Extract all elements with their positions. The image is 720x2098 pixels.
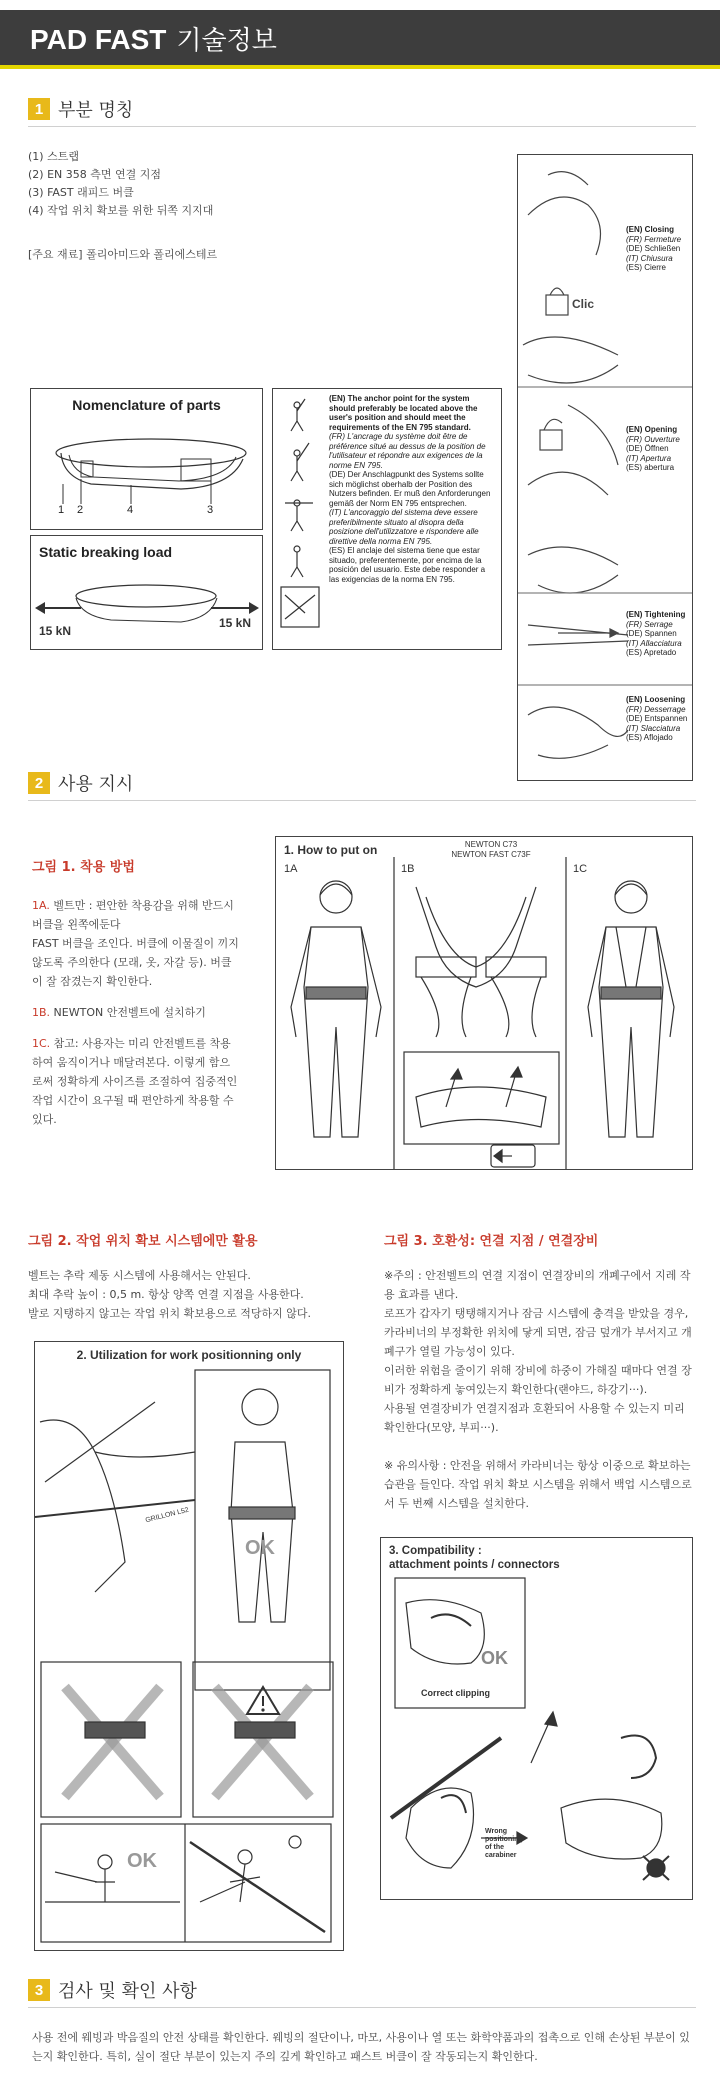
tightening-de: (DE) Spannen xyxy=(626,629,677,638)
fig1-1b xyxy=(32,1003,240,1022)
section1-divider xyxy=(28,126,696,127)
load-left-label: 15 kN xyxy=(39,624,72,638)
part-item: (3) FAST 래피드 버클 xyxy=(28,186,134,199)
tightening-fr: (FR) Serrage xyxy=(626,619,673,629)
material-text: [주요 재료] 폴리아미드와 폴리에스테르 xyxy=(28,248,218,261)
compatibility-title-line2: attachment points / connectors xyxy=(389,1559,560,1571)
fig1-1a-text: 벨트만 : 편안한 착용감을 위해 반드시 버클을 왼쪽에둔다 xyxy=(32,899,234,931)
wrong-positioning-label: Wrong positioning of the carabiner xyxy=(485,1828,523,1859)
ok-label-compat: OK xyxy=(481,1648,508,1668)
loosening-it: (IT) Slacciatura xyxy=(626,723,681,733)
howto-1a-label: 1A xyxy=(284,863,298,875)
opening-en: (EN) Opening xyxy=(626,425,678,434)
tightening-it: (IT) Allacciatura xyxy=(626,638,682,648)
howto-title: 1. How to put on xyxy=(284,843,378,857)
anchor-text-de: (DE) Der Anschlagpunkt des Systems sollte sich möglichst oberhalb der Position des Nutzers befinden. Er muß den Anforderungen gemäß der Norm EN 795 entsprechen. xyxy=(329,470,491,508)
header-accent-line xyxy=(0,65,720,69)
fig3-caution: ※주의 : 안전벨트의 연결 지점이 연결장비의 개폐구에서 지레 작용 효과를 낸다. xyxy=(384,1269,691,1301)
part-item: (2) EN 358 측면 연결 지점 xyxy=(28,168,161,181)
section1-heading xyxy=(28,96,133,122)
fig1-1b-label: 1B. xyxy=(32,1006,51,1019)
fig3-note: ※ 유의사항 : 안전을 위해서 카라비너는 항상 이중으로 확보하는 습관을 들인다. 작업 위치 확보 시스템을 위해서 백업 시스템으로서 두 번째 시스템을 설치한다. xyxy=(384,1459,692,1510)
parts-list xyxy=(28,148,213,220)
section2-title: 사용 지시 xyxy=(58,774,134,795)
section2-divider xyxy=(28,800,696,801)
fig2-title: 그림 2. 작업 위치 확보 시스템에만 활용 xyxy=(28,1234,258,1249)
opening-it: (IT) Apertura xyxy=(626,453,672,463)
page-title xyxy=(30,20,277,57)
section2-number: 2 xyxy=(28,772,50,794)
inspection-text: 사용 전에 웨빙과 박음질의 안전 상태를 확인한다. 웨빙의 절단이나, 마모, 사용이나 열 또는 화학약품과의 접촉으로 인해 손상된 부분이 있는지 확인한다. 특히, 실이 절단 부분이 있는지 주의 깊게 확인하고 패스트 버클이 잘 작동되는지 확인한다. xyxy=(32,2031,690,2063)
page-subtitle: 기술정보 xyxy=(176,25,277,55)
closing-de: (DE) Schließen xyxy=(626,244,681,253)
part-item: (1) 스트랩 xyxy=(28,150,79,163)
loosening-fr: (FR) Desserrage xyxy=(626,704,686,714)
anchor-text-en: (EN) The anchor point for the system should preferably be located above the user's position and should meet the requirements of the EN 795 standard. xyxy=(329,394,478,432)
compatibility-box xyxy=(380,1537,693,1900)
fig1-1c-text: 참고: 사용자는 미리 안전벨트를 착용하여 움직이거나 매달려본다. 이렇게 함으로써 정확하게 사이즈를 조절하여 집중적인 작업 시간이 요구될 때 편안하게 착용할 수 있다. xyxy=(32,1037,238,1126)
fig1-title: 그림 1. 착용 방법 xyxy=(32,860,135,875)
closing-en: (EN) Closing xyxy=(626,225,674,234)
fig2-notes xyxy=(28,1266,358,1323)
utilization-box xyxy=(34,1341,344,1951)
buckle-operation-box xyxy=(517,154,693,781)
nomenclature-box xyxy=(30,388,263,530)
part-label-4: 4 xyxy=(127,504,134,516)
loosening-en: (EN) Loosening xyxy=(626,695,686,704)
fig1-1c xyxy=(32,1034,240,1129)
newton-model-2: NEWTON FAST C73F xyxy=(451,850,531,859)
product-name: PAD FAST xyxy=(30,24,167,55)
load-right-label: 15 kN xyxy=(219,616,252,630)
tightening-labels xyxy=(626,610,685,658)
closing-fr: (FR) Fermeture xyxy=(626,234,682,244)
compatibility-title-line1: 3. Compatibility : xyxy=(389,1545,482,1557)
anchor-figures xyxy=(275,391,325,649)
newton-model-1: NEWTON C73 xyxy=(464,840,518,849)
section1-number: 1 xyxy=(28,98,50,120)
loosening-labels xyxy=(626,695,687,743)
section1-title: 부분 명칭 xyxy=(58,100,134,121)
section3-heading xyxy=(28,1977,197,2003)
loosening-es: (ES) Aflojado xyxy=(626,733,673,742)
put-on-illustrations xyxy=(276,837,692,1169)
fig1-instructions xyxy=(32,896,240,1129)
static-load-box xyxy=(30,535,263,650)
ok-label-1: OK xyxy=(245,1537,275,1559)
opening-de: (DE) Öffnen xyxy=(626,444,669,453)
fig1-1c-label: 1C. xyxy=(32,1037,51,1050)
header-band xyxy=(0,10,720,65)
static-load-title: Static breaking load xyxy=(39,544,173,560)
fig2-note: 발로 지탱하지 않고는 작업 위치 확보용으로 적당하지 않다. xyxy=(28,1307,311,1320)
utilization-illustrations xyxy=(35,1342,343,1950)
grillon-label: GRILLON L52 xyxy=(144,1506,190,1525)
page-header xyxy=(0,0,720,76)
fig1-1a xyxy=(32,896,240,934)
part-label-2: 2 xyxy=(77,504,84,516)
anchor-point-box xyxy=(272,388,502,650)
belt-diagram xyxy=(31,389,262,529)
part-label-3: 3 xyxy=(207,504,214,516)
how-to-put-on-box xyxy=(275,836,693,1170)
opening-es: (ES) abertura xyxy=(626,463,675,472)
tightening-es: (ES) Apretado xyxy=(626,648,677,657)
clic-label: Clic xyxy=(572,297,595,311)
utilization-title: 2. Utilization for work positionning only xyxy=(76,1348,302,1362)
anchor-text-es: (ES) El anclaje del sistema tiene que estar situado, preferentemente, por encima de la posición del usuario. Este debe responder a las exigencias de la norma EN 795. xyxy=(329,546,486,584)
section3-title: 검사 및 확인 사항 xyxy=(58,1981,197,2002)
section3-divider xyxy=(28,2007,696,2008)
opening-labels xyxy=(626,425,680,473)
howto-1b-label: 1B xyxy=(401,863,415,875)
loosening-de: (DE) Entspannen xyxy=(626,714,688,723)
correct-clipping-label: Correct clipping xyxy=(421,1688,491,1698)
closing-es: (ES) Cierre xyxy=(626,263,667,272)
closing-it: (IT) Chiusura xyxy=(626,253,673,263)
nomenclature-title: Nomenclature of parts xyxy=(72,397,221,413)
fig3-reduce-risk: 이러한 위험을 줄이기 위해 장비에 하중이 가해질 때마다 연결 장비가 정확하게 놓여있는지 확인한다(랜야드, 하강기···). xyxy=(384,1364,692,1396)
fig2-note: 최대 추락 높이 : 0,5 m. 항상 양쪽 연결 지점을 사용한다. xyxy=(28,1288,304,1301)
part-label-1: 1 xyxy=(58,504,65,516)
fig1-1a-label: 1A. xyxy=(32,899,50,912)
anchor-text-it: (IT) L'ancoraggio del sistema deve essere preferibilmente situato al disopra della posizione dell'utilizzatore e rispondere alle direttive della norma EN 795. xyxy=(329,508,479,546)
section2-heading xyxy=(28,770,133,796)
fig3-notes xyxy=(384,1266,692,1513)
tightening-en: (EN) Tightening xyxy=(626,610,686,619)
anchor-instructions xyxy=(329,394,497,584)
fig2-note: 벨트는 추락 제동 시스템에 사용해서는 안된다. xyxy=(28,1269,251,1282)
compatibility-illustrations xyxy=(381,1538,692,1899)
fig3-compat-check: 사용될 연결장비가 연결지점과 호환되어 사용할 수 있는지 미리 확인한다(모양, 부피···). xyxy=(384,1402,685,1434)
part-item: (4) 작업 위치 확보를 위한 뒤쪽 지지대 xyxy=(28,204,214,217)
section3-number: 3 xyxy=(28,1979,50,2001)
fig3-risk: 로프가 갑자기 탱탱해지거나 잠금 시스템에 충격을 받았을 경우, 카라비너의 부정확한 위치에 닿게 되면, 잠금 덮개가 부서지고 개폐구가 열릴 가능성이 있다. xyxy=(384,1307,692,1358)
howto-1c-label: 1C xyxy=(573,863,588,875)
fig1-1b-text: NEWTON 안전벨트에 설치하기 xyxy=(50,1006,206,1019)
ok-label-2: OK xyxy=(127,1850,157,1872)
fig1-1a-text2: FAST 버클을 조인다. 버클에 이물질이 끼지 않도록 주의한다 (모래, 옷, 자갈 등). 버클이 잘 잠겼는지 확인한다. xyxy=(32,937,239,988)
closing-labels xyxy=(626,225,681,273)
opening-fr: (FR) Ouverture xyxy=(626,434,680,444)
anchor-text-fr: (FR) L'ancrage du système doit être de préférence situé au dessus de la position de l'utilisateur et répondre aux exigences de la norme EN 795. xyxy=(329,432,486,470)
fig3-title: 그림 3. 호환성: 연결 지점 / 연결장비 xyxy=(384,1234,599,1249)
